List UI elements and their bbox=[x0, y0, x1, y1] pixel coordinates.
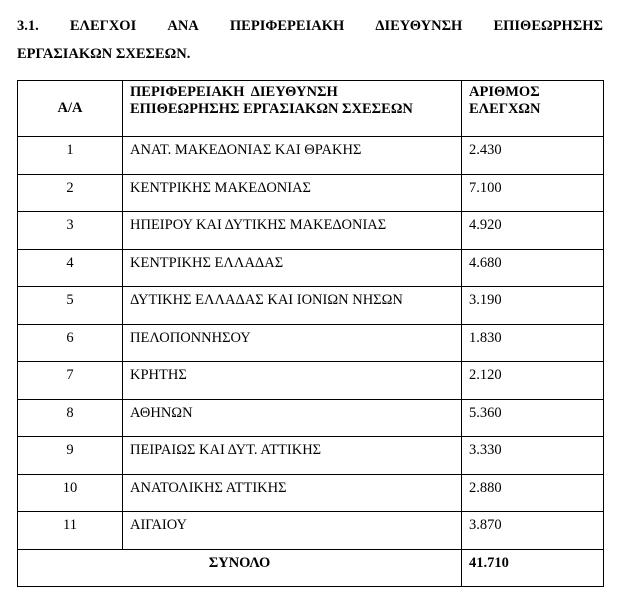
row-region: ΚΕΝΤΡΙΚΗΣ ΜΑΚΕΔΟΝΙΑΣ bbox=[130, 179, 311, 196]
table-header-row bbox=[18, 81, 604, 137]
table-row bbox=[18, 324, 604, 362]
row-region-cell bbox=[123, 437, 462, 475]
row-count-cell bbox=[462, 474, 604, 512]
heading-word: 3.1. bbox=[17, 18, 39, 34]
row-number-cell bbox=[18, 512, 123, 550]
row-number: 8 bbox=[66, 404, 74, 421]
row-count-cell bbox=[462, 399, 604, 437]
row-number-cell bbox=[18, 324, 123, 362]
row-count: 3.190 bbox=[469, 292, 502, 308]
row-region: ΑΝΑΤ. ΜΑΚΕΔΟΝΙΑΣ ΚΑΙ ΘΡΑΚΗΣ bbox=[130, 142, 362, 158]
total-row bbox=[18, 549, 604, 586]
heading-word: ΔΙΕΥΘΥΝΣΗ bbox=[375, 18, 463, 34]
row-number: 3 bbox=[66, 217, 74, 233]
header-region-label bbox=[123, 81, 461, 118]
row-region-cell bbox=[123, 512, 462, 550]
table-row bbox=[18, 212, 604, 250]
row-region-cell bbox=[123, 287, 462, 325]
section-heading-line2: ΕΡΓΑΣΙΑΚΩΝ ΣΧΕΣΕΩΝ. bbox=[17, 46, 191, 62]
table-row bbox=[18, 287, 604, 325]
row-region-cell bbox=[123, 324, 462, 362]
row-number-cell bbox=[18, 399, 123, 437]
row-number-cell bbox=[18, 212, 123, 250]
row-number: 4 bbox=[66, 254, 74, 271]
row-count: 2.430 bbox=[469, 142, 502, 158]
row-number: 1 bbox=[66, 142, 74, 158]
row-number: 10 bbox=[62, 479, 78, 496]
section-heading bbox=[17, 12, 603, 68]
header-count-line1: ΑΡΙΘΜΟΣ bbox=[469, 84, 540, 100]
total-count: 41.710 bbox=[469, 554, 509, 571]
row-count-cell bbox=[462, 437, 604, 475]
row-region: ΚΕΝΤΡΙΚΗΣ ΕΛΛΑΔΑΣ bbox=[130, 254, 284, 271]
row-count-cell bbox=[462, 362, 604, 400]
row-number-cell bbox=[18, 287, 123, 325]
row-region-cell bbox=[123, 474, 462, 512]
header-count-line2: ΕΛΕΓΧΩΝ bbox=[469, 101, 541, 117]
header-aa bbox=[18, 81, 123, 137]
row-region-cell bbox=[123, 137, 462, 175]
row-count: 4.920 bbox=[469, 217, 502, 233]
heading-word: ΕΛΕΓΧΟΙ bbox=[69, 18, 137, 34]
total-count-cell bbox=[462, 549, 604, 586]
header-aa-label: Α/Α bbox=[57, 100, 83, 116]
section-heading-line1 bbox=[17, 12, 603, 40]
header-region-line1: ΠΕΡΙΦΕΡΕΙΑΚΗ ΔΙΕΥΘΥΝΣΗ bbox=[130, 84, 338, 100]
row-count-cell bbox=[462, 137, 604, 175]
row-number-cell bbox=[18, 362, 123, 400]
row-region: ΔΥΤΙΚΗΣ ΕΛΛΑΔΑΣ ΚΑΙ ΙΟΝΙΩΝ ΝΗΣΩΝ bbox=[130, 292, 403, 308]
row-count-cell bbox=[462, 249, 604, 287]
row-count-cell bbox=[462, 212, 604, 250]
row-number-cell bbox=[18, 437, 123, 475]
row-count-cell bbox=[462, 324, 604, 362]
table-row bbox=[18, 137, 604, 175]
row-count: 4.680 bbox=[469, 254, 502, 271]
row-region-cell bbox=[123, 174, 462, 212]
row-region-cell bbox=[123, 362, 462, 400]
table-row bbox=[18, 399, 604, 437]
header-count-label bbox=[462, 81, 603, 118]
row-number: 7 bbox=[66, 367, 74, 383]
row-number: 6 bbox=[66, 329, 74, 346]
table-row bbox=[18, 362, 604, 400]
row-count-cell bbox=[462, 287, 604, 325]
row-number-cell bbox=[18, 249, 123, 287]
heading-word: ΕΠΙΘΕΩΡΗΣΗΣ bbox=[493, 18, 603, 34]
row-region: ΑΘΗΝΩΝ bbox=[130, 404, 193, 421]
row-number-cell bbox=[18, 174, 123, 212]
row-number: 5 bbox=[66, 292, 74, 308]
row-count-cell bbox=[462, 174, 604, 212]
row-number: 2 bbox=[66, 179, 74, 196]
row-number-cell bbox=[18, 474, 123, 512]
row-count: 2.880 bbox=[469, 479, 502, 496]
header-region-line2: ΕΠΙΘΕΩΡΗΣΗΣ ΕΡΓΑΣΙΑΚΩΝ ΣΧΕΣΕΩΝ bbox=[130, 101, 413, 117]
row-count: 2.120 bbox=[469, 367, 502, 383]
row-count: 3.870 bbox=[469, 517, 502, 533]
table-row bbox=[18, 512, 604, 550]
total-label: ΣΥΝΟΛΟ bbox=[208, 554, 271, 571]
row-region-cell bbox=[123, 249, 462, 287]
heading-word: ΠΕΡΙΦΕΡΕΙΑΚΗ bbox=[229, 18, 345, 34]
table-row bbox=[18, 474, 604, 512]
row-count: 1.830 bbox=[469, 329, 502, 346]
row-region: ΑΙΓΑΙΟΥ bbox=[130, 517, 187, 533]
heading-word: ΑΝΑ bbox=[167, 18, 199, 34]
row-number: 9 bbox=[66, 442, 74, 458]
row-count: 7.100 bbox=[469, 179, 502, 196]
row-region: ΑΝΑΤΟΛΙΚΗΣ ΑΤΤΙΚΗΣ bbox=[130, 479, 287, 496]
row-region: ΚΡΗΤΗΣ bbox=[130, 367, 187, 383]
row-count: 5.360 bbox=[469, 404, 502, 421]
row-number-cell bbox=[18, 137, 123, 175]
header-count bbox=[462, 81, 604, 137]
row-count-cell bbox=[462, 512, 604, 550]
row-count: 3.330 bbox=[469, 442, 502, 458]
table-row bbox=[18, 249, 604, 287]
table-row bbox=[18, 174, 604, 212]
total-label-cell bbox=[18, 549, 462, 586]
row-region-cell bbox=[123, 212, 462, 250]
row-number: 11 bbox=[63, 517, 77, 533]
row-region: ΠΕΛΟΠΟΝΝΗΣΟΥ bbox=[130, 329, 251, 346]
inspections-table bbox=[17, 80, 604, 587]
table-row bbox=[18, 437, 604, 475]
row-region: ΗΠΕΙΡΟΥ ΚΑΙ ΔΥΤΙΚΗΣ ΜΑΚΕΔΟΝΙΑΣ bbox=[130, 217, 387, 233]
row-region-cell bbox=[123, 399, 462, 437]
header-region bbox=[123, 81, 462, 137]
row-region: ΠΕΙΡΑΙΩΣ ΚΑΙ ΔΥΤ. ΑΤΤΙΚΗΣ bbox=[130, 442, 322, 458]
